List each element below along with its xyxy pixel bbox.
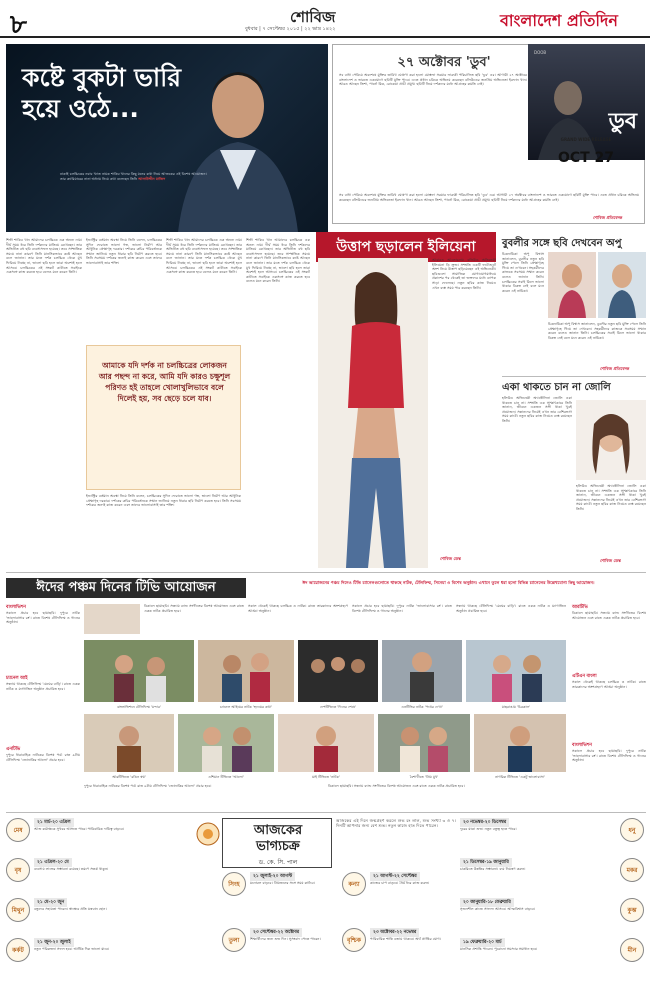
shakib-article-col1: শিল্পী শাকিব খান আমাদের চলচ্চিত্রে এক অনন্য নাম। দীর্ঘ সময় ধরে তিনি দর্শকদের মাতিয়ে রেখেছেন। তার অভিনীত বহু ছবি ব্যবসাসফল হয়েছে। তবে সাম্প্রতিক সময়ে নানা কারণে তিনি মানসিকভাবে কষ্টে আছেন বলে জানান। তার মতে দর্শক চলচ্চিত্র থেকে মুখ ফিরিয়ে নিচ্ছে না, ভালো ছবি হলে তারা অবশ্যই হলে আসবে। চলচ্চিত্রের এই সংকট কাটাতে সবাইকে একসঙ্গে কাজ করতে হবে বলেও মনে করেন তিনি। bbox=[6, 238, 82, 275]
sign-date: ২১ মার্চ-২০ এপ্রিল bbox=[34, 818, 74, 827]
zodiac-aquarius-icon: কুম্ভ bbox=[620, 898, 644, 922]
tv-photo-7-image bbox=[178, 714, 274, 772]
tv-channel-text: বিকালে ছায়াছবি। সন্ধ্যায় ব্যান্ড সংগীতের বিশেষ আয়োজন এবং রাতে একক নাটক প্রচারিত হবে। bbox=[144, 604, 244, 613]
zodiac-aries-icon: মেষ bbox=[6, 818, 30, 842]
tv-section-banner: ঈদের পঞ্চম দিনের টিভি আয়োজন bbox=[6, 578, 246, 598]
page-number: ৮ bbox=[10, 10, 27, 40]
doob-credit: শোবিজ প্রতিবেদক bbox=[593, 215, 623, 220]
masthead-logo: বাংলাদেশ প্রতিদিন bbox=[500, 11, 618, 30]
tv-channel-name: এনটিভি bbox=[6, 747, 21, 752]
zodiac-leo-icon: সিংহ bbox=[222, 872, 246, 896]
poster-grand-release: GRAND WIDE RELEASE bbox=[560, 137, 612, 142]
tv-channel-text: সকাল থেকেই থাকছে চলচ্চিত্র ও নাটক। রাতে তারকাদের অংশগ্রহণে আড্ডা অনুষ্ঠান। bbox=[572, 680, 646, 689]
tv-photo-9-image bbox=[378, 714, 470, 772]
zodiac-libra-icon: তুলা bbox=[222, 928, 246, 952]
doob-body-extra: সব বাধা পেরিয়ে অবশেষে মুক্তির তারিখ ঘোষণা করা হলো মোস্তফা সরয়ার ফারুকী পরিচালিত ছবি 'ডুব' এর। আগামী ২৭ অক্টোবর বাংলাদেশ ও ভারতে একযোগে ছবিটি মুক্তি পাবে। এতে প্রধান চরিত্রে অভিনয় করেছেন বলিউডের জনপ্রিয় অভিনেতা ইরফান খান। আরও আছেন তিশা, পার্নো মিত্র, রোকেয়া প্রাচী প্রমুখ। ছবিটি নিয়ে দর্শকদের মধ্যে আগ্রহের কমতি নেই। bbox=[339, 193, 639, 202]
tv-photo-4-image bbox=[382, 640, 462, 702]
tv-photo-1-image bbox=[84, 640, 194, 702]
sign-date: ২১ আগস্ট-২২ সেপ্টেম্বর bbox=[370, 872, 420, 881]
tv-channel-text: সকালে প্রচার হবে ছায়াছবি। দুপুরে নাটক 'ভালোবাসার রং'। রাতে বিশেষ টেলিফিল্ম ও গানের অনুষ্ঠান। bbox=[6, 611, 80, 625]
jolie-photo-image bbox=[576, 400, 646, 480]
horoscope-title-line2: ভাগ্যচক্র bbox=[256, 839, 300, 854]
tv-photo-caption: নাগরিক টিভিতে 'একটু ভালোবাসা' bbox=[495, 775, 545, 779]
poster-release-date: OCT 27 bbox=[557, 150, 615, 166]
tv-channel-name: এটিএন বাংলা bbox=[572, 674, 597, 679]
iliana-credit: শোবিজ ডেস্ক bbox=[440, 556, 461, 561]
doob-headline: ২৭ অক্টোবর 'ডুব' bbox=[397, 55, 491, 70]
horoscope-right-col bbox=[460, 818, 646, 980]
sign-date: ২১ জুন-২০ জুলাই bbox=[34, 938, 74, 947]
horoscope-intro: আজকের এই দিনে জন্মগ্রহণ করলে শুভ রং লাল, শুভ সংখ্যা ৩ ও ৭। দিনটি আপনার জন্য বেশ শুভ। নতুন কাজে হাত দিতে পারেন। bbox=[336, 818, 456, 829]
zodiac-cancer-icon: কর্কট bbox=[6, 938, 30, 962]
tv-photo-8-image bbox=[278, 714, 374, 772]
tv-photo-caption: আরটিভিতে 'রঙিন স্বপ্ন' bbox=[112, 775, 146, 779]
sign-date: ২৩ সেপ্টেম্বর-২২ অক্টোবর bbox=[250, 928, 302, 937]
pull-quote-box bbox=[86, 345, 241, 490]
horoscope-title-line1: আজকের bbox=[253, 823, 303, 838]
tv-channel-text: দুপুরে ধারাবাহিক নাটকের বিশেষ পর্ব। রাত ৯টায় টেলিফিল্ম 'জোনাকির আলো' প্রচার হবে। bbox=[84, 784, 212, 788]
sign-text: সৃজনশীল কাজে সাফল্য আসবে। আত্মবিশ্বাস বাড়বে। bbox=[460, 907, 536, 911]
sign-text: মানসিক প্রশান্তি পাবেন। পুরোনো সমস্যার সমাধান হবে। bbox=[460, 947, 538, 951]
tv-photo-caption: দেশটিভিতে 'দিনের শেষে' bbox=[319, 705, 357, 709]
tv-photo-2-image bbox=[198, 640, 294, 702]
apu-photo-image bbox=[548, 252, 596, 318]
sign-text: দূরের যাত্রা শুভ। নতুন বন্ধুত্ব হতে পারে। bbox=[460, 827, 517, 831]
bubly-photo-image bbox=[598, 252, 646, 318]
sign-date: ১৯ ফেব্রুয়ারি-২০ মার্চ bbox=[460, 938, 505, 947]
iliana-headline: উত্তাপ ছড়ালেন ইলিয়েনা bbox=[316, 232, 496, 262]
apu-credit: শোবিজ প্রতিবেদক bbox=[600, 366, 630, 371]
tv-photo-3-image bbox=[298, 640, 378, 702]
dateline: বুধবার | ৭ সেপ্টেম্বর ২০১৫ | ২২ ভাদ্র ১৪২২ bbox=[245, 26, 336, 32]
tv-photo-5-image bbox=[466, 640, 566, 702]
jolie-body-cont: হলিউড অভিনেত্রী অ্যাঞ্জেলিনা জোলি একা থাকতে চান না। সম্প্রতি এক সাক্ষাৎকারে তিনি জানান, জীবনে একজন সঙ্গী থাকা খুবই প্রয়োজন। সন্তানদের নিয়েই এখন তার বেশিরভাগ সময় কাটে। নতুন ছবির কাজ নিয়েও ব্যস্ত রয়েছেন তিনি। bbox=[576, 484, 646, 511]
sign-text: কাজের চাপ বাড়বে। ধৈর্য ধরে কাজ করুন। bbox=[370, 881, 430, 885]
apu-headline: বুবলীর সঙ্গে ছবি দেখবেন অপু bbox=[502, 238, 622, 249]
horoscope-title bbox=[223, 823, 333, 855]
sign-date: ২১ ডিসেম্বর-১৯ জানুয়ারি bbox=[460, 858, 512, 867]
page-header bbox=[0, 0, 650, 38]
sign-text: পারিবারিক শান্তি বজায় থাকবে। অর্থ প্রাপ্তির যোগ। bbox=[370, 937, 441, 941]
tv-channel-text: বিকালে ছায়াছবি। সন্ধ্যায় ব্যান্ড সংগীতের বিশেষ আয়োজন এবং রাতে একক নাটক প্রচারিত হবে। bbox=[572, 611, 646, 620]
zodiac-pisces-icon: মীন bbox=[620, 938, 644, 962]
sign-date: ২৩ অক্টোবর-২২ নভেম্বর bbox=[370, 928, 419, 937]
hero-byline: আলাউদ্দীন মাজিদ bbox=[138, 176, 166, 181]
sign-date: ২১ জুলাই-২০ আগস্ট bbox=[250, 872, 295, 881]
shakib-article-col3: শিল্পী শাকিব খান আমাদের চলচ্চিত্রে এক অনন্য নাম। দীর্ঘ সময় ধরে তিনি দর্শকদের মাতিয়ে রেখেছেন। তার অভিনীত বহু ছবি ব্যবসাসফল হয়েছে। তবে সাম্প্রতিক সময়ে নানা কারণে তিনি মানসিকভাবে কষ্টে আছেন বলে জানান। তার মতে দর্শক চলচ্চিত্র থেকে মুখ ফিরিয়ে নিচ্ছে না, ভালো ছবি হলে তারা অবশ্যই হলে আসবে। চলচ্চিত্রের এই সংকট কাটাতে সবাইকে একসঙ্গে কাজ করতে হবে বলেও মনে করেন তিনি। bbox=[166, 238, 242, 275]
doob-body: সব বাধা পেরিয়ে অবশেষে মুক্তির তারিখ ঘোষণা করা হলো মোস্তফা সরয়ার ফারুকী পরিচালিত ছবি 'ডুব' এর। আগামী ২৭ অক্টোবর বাংলাদেশ ও ভারতে একযোগে ছবিটি মুক্তি পাবে। এতে প্রধান চরিত্রে অভিনয় করেছেন বলিউডের জনপ্রিয় অভিনেতা ইরফান খান। আরও আছেন তিশা, পার্নো মিত্র, রোকেয়া প্রাচী প্রমুখ। ছবিটি নিয়ে দর্শকদের মধ্যে আগ্রহের কমতি নেই। bbox=[339, 73, 527, 87]
sign-date: ২১ মে-২০ জুন bbox=[34, 898, 67, 907]
shakib-article-col2: ইন্ডাস্ট্রির বর্তমান অবস্থা নিয়ে তিনি বলেন, চলচ্চিত্রের সুদিন ফেরাতে ভালো গল্প, ভালো নির্মাণ আর আধুনিক প্রেক্ষাগৃহ দরকার। দর্শকের রুচির পরিবর্তনকে সম্মান জানিয়ে নতুন ধারার ছবি নির্মাণ করতে হবে। তিনি সবসময় দর্শকের জন্যই কাজ করেন এবং তাদের ভালোবাসাই তার শক্তি। bbox=[86, 238, 162, 265]
tv-photo-6-image bbox=[84, 714, 174, 772]
pull-quote: আমাকে যদি দর্শক না চলচ্চিত্রের লোকজন আর পছন্দ না করে, আমি যদি কারও চক্ষুশূল পরিণত হই তাহলে খোলাখুলিভাবে বলে দিলেই হয়, সব ছেড়ে চলে যাব। bbox=[98, 361, 231, 403]
sign-date: ২৩ নভেম্বর-২০ ডিসেম্বর bbox=[460, 818, 509, 827]
zodiac-virgo-icon: কন্যা bbox=[342, 872, 366, 896]
tv-intro: ঈদ আয়োজনের পঞ্চম দিনেও টিভি চ্যানেলগুলোতে থাকছে নাটক, টেলিফিল্ম, সিনেমা ও বিশেষ অনুষ্ঠান। এখানে তুলে ধরা হলো বিভিন্ন চ্যানেলের উল্লেখযোগ্য কিছু আয়োজন। bbox=[302, 580, 595, 585]
apu-body: চিত্রনায়িকা অপু বিশ্বাস জানালেন, বুবলীর নতুন ছবি মুক্তি পেলে তিনি প্রেক্ষাগৃহে গিয়ে তা দেখবেন। সহকর্মীদের কাজকে সবসময় সম্মান করেন বলেও জানান তিনি। চলচ্চিত্রের সবাই মিলে ভালো থাকার বিকল্প নেই বলে মনে করেন এই নায়িকা। bbox=[502, 252, 544, 293]
tv-channel-text: সকালে প্রচার হবে ছায়াছবি। দুপুরে নাটক 'ভালোবাসার রং'। রাতে বিশেষ টেলিফিল্ম ও গানের অনুষ্ঠান। bbox=[572, 749, 646, 763]
poster-small-title: DOOB bbox=[534, 50, 547, 55]
tv-photo-10-image bbox=[474, 714, 566, 772]
horoscope-left-col bbox=[6, 818, 218, 980]
tv-photo-caption: মাই টিভিতে 'নাটক' bbox=[312, 775, 340, 779]
divider bbox=[502, 376, 646, 377]
tv-channel-text: সন্ধ্যায় থাকছে টেলিফিল্ম 'মেঘের বাড়ি'। রাতে একক নাটক ও ম্যাগাজিন অনুষ্ঠান প্রচারিত হবে। bbox=[6, 682, 80, 691]
jolie-credit: শোবিজ ডেস্ক bbox=[600, 558, 621, 563]
sign-text: শিক্ষার্থীদের জন্য শুভ দিন। সুসংবাদ পেতে পারেন। bbox=[250, 937, 321, 941]
tv-channel-name: চ্যানেল আই bbox=[6, 676, 28, 681]
sign-text: মনোবল বাড়বে। প্রিয়জনের সঙ্গে সময় কাটবে। bbox=[250, 881, 315, 885]
zodiac-sagittarius-icon: ধনু bbox=[620, 818, 644, 842]
sign-text: ব্যবসায় লাভের সম্ভাবনা রয়েছে। ভ্রমণে সতর্ক থাকুন। bbox=[34, 867, 109, 871]
iliana-body: আবারও আলোচনায় বলিউড অভিনেত্রী ইলিয়েনা ডি ক্রুজ। সম্প্রতি একটি ফটোশুটে অংশ নিয়ে উত্তাপ ছড়িয়েছেন এই অভিনেত্রী। ছবিগুলো সামাজিক যোগাযোগমাধ্যমে প্রকাশের পর থেকেই তা ভক্তদের মধ্যে ব্যাপক সাড়া ফেলেছে। নতুন ছবির কাজ নিয়েও এখন ব্যস্ত সময় পার করছেন তিনি। bbox=[432, 258, 496, 290]
tv-channel-name: বাংলাভিশন bbox=[6, 605, 26, 610]
zodiac-taurus-icon: বৃষ bbox=[6, 858, 30, 882]
tv-channel-text: সন্ধ্যায় থাকছে টেলিফিল্ম 'মেঘের বাড়ি'। রাতে একক নাটক ও ম্যাগাজিন অনুষ্ঠান প্রচারিত হবে। bbox=[456, 604, 566, 613]
tv-channel-text: দুপুরে ধারাবাহিক নাটকের বিশেষ পর্ব। রাত ৯টায় টেলিফিল্ম 'জোনাকির আলো' প্রচার হবে। bbox=[6, 753, 80, 762]
sign-text: নতুন পরিকল্পনা সফল হবে। আর্থিক দিক ভালো যাবে। bbox=[34, 947, 110, 951]
hero-caption bbox=[60, 172, 210, 230]
shakib-article-col5: শিল্পী শাকিব খান আমাদের চলচ্চিত্রে এক অনন্য নাম। দীর্ঘ সময় ধরে তিনি দর্শকদের মাতিয়ে রেখেছেন। তার অভিনীত বহু ছবি ব্যবসাসফল হয়েছে। তবে সাম্প্রতিক সময়ে নানা কারণে তিনি মানসিকভাবে কষ্টে আছেন বলে জানান। তার মতে দর্শক চলচ্চিত্র থেকে মুখ ফিরিয়ে নিচ্ছে না, ভালো ছবি হলে তারা অবশ্যই হলে আসবে। চলচ্চিত্রের এই সংকট কাটাতে সবাইকে একসঙ্গে কাজ করতে হবে বলেও মনে করেন তিনি। bbox=[246, 238, 310, 284]
tv-col-1 bbox=[6, 604, 80, 808]
apu-body-cont: চিত্রনায়িকা অপু বিশ্বাস জানালেন, বুবলীর নতুন ছবি মুক্তি পেলে তিনি প্রেক্ষাগৃহে গিয়ে তা দেখবেন। সহকর্মীদের কাজকে সবসময় সম্মান করেন বলেও জানান তিনি। চলচ্চিত্রের সবাই মিলে ভালো থাকার বিকল্প নেই বলে মনে করেন এই নায়িকা। bbox=[548, 322, 646, 340]
tv-channel-text: সকাল থেকেই থাকছে চলচ্চিত্র ও নাটক। রাতে তারকাদের অংশগ্রহণে আড্ডা অনুষ্ঠান। bbox=[248, 604, 348, 613]
section-divider bbox=[6, 572, 646, 573]
tv-channel-text: বিকালে ছায়াছবি। সন্ধ্যায় ব্যান্ড সংগীতের বিশেষ আয়োজন এবং রাতে একক নাটক প্রচারিত হবে। bbox=[328, 784, 465, 788]
tv-col-right bbox=[572, 604, 646, 808]
doob-poster bbox=[528, 44, 645, 160]
horoscope-mid-col bbox=[222, 872, 456, 980]
tv-photo-caption: চ্যানেল আইয়ের নাটক 'হৃদয়ের কথা' bbox=[219, 705, 273, 709]
tv-photo-caption: বৈশাখীতে 'প্রিয় মুখ' bbox=[409, 775, 439, 779]
iliana-photo-image bbox=[318, 258, 428, 568]
hero-title-line1: কষ্টে বুকটা ভারি bbox=[22, 63, 181, 92]
sign-date: ২১ এপ্রিল-২০ মে bbox=[34, 858, 72, 867]
tv-photo-grid bbox=[84, 604, 568, 808]
sign-date: ২০ জানুয়ারি-১৮ ফেব্রুয়ারি bbox=[460, 898, 514, 907]
hero-banner bbox=[6, 44, 328, 232]
section-title: শোবিজ bbox=[290, 8, 336, 26]
tv-channel-text: সকালে প্রচার হবে ছায়াছবি। দুপুরে নাটক 'ভালোবাসার রং'। রাতে বিশেষ টেলিফিল্ম ও গানের অনুষ্ঠান। bbox=[352, 604, 452, 613]
tv-photo-caption: বাংলাভিশনে টেলিফিল্ম 'মন্দার' bbox=[117, 705, 161, 709]
tv-photo-caption: এনটিভির নাটক 'পথের দেখা' bbox=[401, 705, 443, 709]
tv-photo-caption: এশিয়ান টিভিতে 'আলো' bbox=[208, 775, 244, 779]
shakib-article-col4: ইন্ডাস্ট্রির বর্তমান অবস্থা নিয়ে তিনি বলেন, চলচ্চিত্রের সুদিন ফেরাতে ভালো গল্প, ভালো নির্মাণ আর আধুনিক প্রেক্ষাগৃহ দরকার। দর্শকের রুচির পরিবর্তনকে সম্মান জানিয়ে নতুন ধারার ছবি নির্মাণ করতে হবে। তিনি সবসময় দর্শকের জন্যই কাজ করেন এবং তাদের ভালোবাসাই তার শক্তি। bbox=[86, 494, 241, 508]
jolie-headline: একা থাকতে চান না জোলি bbox=[502, 382, 611, 393]
sign-text: বন্ধুদের সহায়তা পাবেন। স্বাস্থ্যের প্রতি যত্নবান হোন। bbox=[34, 907, 107, 911]
section-divider bbox=[6, 812, 646, 813]
hero-caption-text: ঢাকাই চলচ্চিত্রের নবাব খ্যাত নায়ক শাকিব খানের কিছু মনের কথা নিয়ে আজকের এই বিশেষ আয়োজন। তার ক্যারিয়ারের নানা অধ্যায় নিয়ে কথা বলেছেন তিনি bbox=[60, 172, 207, 181]
zodiac-gemini-icon: মিথুন bbox=[6, 898, 30, 922]
jolie-body: হলিউড অভিনেত্রী অ্যাঞ্জেলিনা জোলি একা থাকতে চান না। সম্প্রতি এক সাক্ষাৎকারে তিনি জানান, জীবনে একজন সঙ্গী থাকা খুবই প্রয়োজন। সন্তানদের নিয়েই এখন তার বেশিরভাগ সময় কাটে। নতুন ছবির কাজ নিয়েও ব্যস্ত রয়েছেন তিনি। bbox=[502, 396, 572, 423]
tv-channel-name: বাংলাভিশন bbox=[572, 743, 592, 748]
horoscope-author: ড. কে. সি. পাল bbox=[258, 859, 298, 866]
tv-photo bbox=[84, 604, 140, 634]
zodiac-capricorn-icon: মকর bbox=[620, 858, 644, 882]
sign-text: চাকরিতে উন্নতির সম্ভাবনা। ব্যয় নিয়ন্ত্রণ করুন। bbox=[460, 867, 526, 871]
tv-channel-name: আরটিভি bbox=[572, 605, 588, 610]
poster-title: ডুব bbox=[608, 109, 637, 134]
zodiac-scorpio-icon: বৃশ্চিক bbox=[342, 928, 366, 952]
sign-text: আজ কর্মক্ষেত্রে সুখবর আসতে পারে। পারিবারিক দায়িত্ব বাড়বে। bbox=[34, 827, 124, 831]
tv-photo-caption: মাছরাঙায় 'চিরকাল' bbox=[501, 705, 531, 709]
hero-title-line2: হয়ে ওঠে... bbox=[22, 94, 139, 123]
horoscope-title-box bbox=[222, 818, 332, 868]
